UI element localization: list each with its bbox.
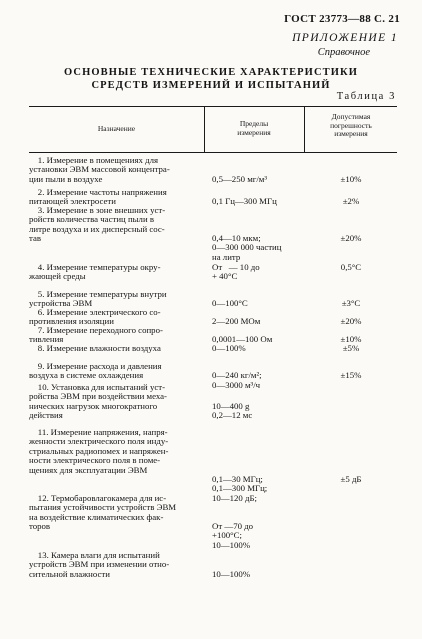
row-7-error: ±10% <box>340 334 362 345</box>
appendix-subtitle: Справочное <box>317 47 370 58</box>
column-header-error: Допустимая погрешность измерения <box>330 112 372 139</box>
section-title-line-1: ОСНОВНЫЕ ТЕХНИЧЕСКИЕ ХАРАКТЕРИСТИКИ <box>63 67 358 78</box>
row-3-purpose: 3. Измерение в зоне внешних уст- ройств количества частиц пыли в литре воздуха и их дисперсный сос- тав <box>29 205 166 244</box>
table-label: Таблица 3 <box>336 91 396 102</box>
row-8-purpose: 8. Измерение влажности воздуха <box>29 343 161 353</box>
row-4-error: 0,5°С <box>340 262 362 272</box>
row-12-purpose: 12. Термобаровлагокамера для ис- пытания устойчивости устройств ЭВМ на воздействие климатических фак- торов <box>29 493 177 532</box>
row-13-purpose: 13. Камера влаги для испытаний устройств ЭВМ при изменении отно- сительной влажности <box>29 550 170 579</box>
row-7-limits: 0,0001—100 Ом <box>212 334 273 345</box>
row-3-limits: 0,4—10 мкм; 0—300 000 частиц на литр <box>212 233 282 262</box>
row-1-limits: 0,5—250 мг/м³ <box>212 173 268 184</box>
row-2-limits: 0,1 Гц—300 МГц <box>212 196 277 207</box>
row-10-limits: 10—400 g 0,2—12 мс <box>212 401 253 421</box>
row-8-error: ±5% <box>342 343 360 353</box>
row-11-purpose: 11. Измерение напряжения, напря- женности электрического поля инду- стриальных радиопомех и напряжен- ности электрического поля в поме- щениях для эксплуатации ЭВМ <box>29 427 169 475</box>
row-5-limits: 0—100°С <box>212 298 248 309</box>
row-4-limits: От — 10 до + 40°С <box>212 262 260 282</box>
row-5-error: ±3°С <box>341 298 361 309</box>
column-header-limits: Пределы измерения <box>237 119 271 137</box>
row-10-purpose: 10. Установка для испытаний уст- ройства ЭВМ при воздействии меха- нических нагрузок многократного действия <box>29 382 167 421</box>
row-12-limits: От —70 до +100°С; 10—100% <box>212 521 254 550</box>
page-header: ГОСТ 23773—88 С. 21 <box>284 13 400 25</box>
row-9-limits: 0—240 кг/м²; 0—3000 м³/ч <box>212 370 262 390</box>
row-6-error: ±20% <box>340 316 362 327</box>
row-2-error: ±2% <box>342 196 360 207</box>
row-4-purpose: 4. Измерение температуры окру- жающей среды <box>29 262 161 282</box>
row-1-purpose: 1. Измерение в помещениях для установки ЭВМ массовой концентра- ции пыли в воздухе <box>29 155 170 184</box>
row-2-purpose: 2. Измерение частоты напряжения питающей электросети <box>29 187 167 207</box>
row-11-limits: 0,1—30 МГц; 0,1—300 МГц; 10—120 дБ; <box>212 474 268 503</box>
row-13-limits: 10—100% <box>212 569 251 579</box>
row-5-purpose: 5. Измерение температуры внутри устройства ЭВМ <box>29 289 167 309</box>
column-header-purpose: Назначение <box>97 124 136 133</box>
row-9-purpose: 9. Измерение расхода и давления воздуха в системе охлаждения <box>29 361 162 381</box>
section-title-line-2: СРЕДСТВ ИЗМЕРЕНИЙ И ИСПЫТАНИЙ <box>91 80 331 91</box>
row-8-limits: 0—100% <box>212 343 246 353</box>
table-top-rule <box>29 106 397 107</box>
row-6-limits: 2—200 МОм <box>212 316 261 327</box>
row-11-error: ±5 дБ <box>340 474 362 484</box>
row-6-purpose: 6. Измерение электрического со- противления изоляции <box>29 307 161 327</box>
row-7-purpose: 7. Измерение переходного сопро- тивления <box>29 325 163 345</box>
appendix-title: ПРИЛОЖЕНИЕ 1 <box>292 32 398 44</box>
row-9-error: ±15% <box>340 370 362 381</box>
row-3-error: ±20% <box>340 233 362 243</box>
row-1-error: ±10% <box>340 173 362 184</box>
table-header-rule <box>29 152 397 153</box>
